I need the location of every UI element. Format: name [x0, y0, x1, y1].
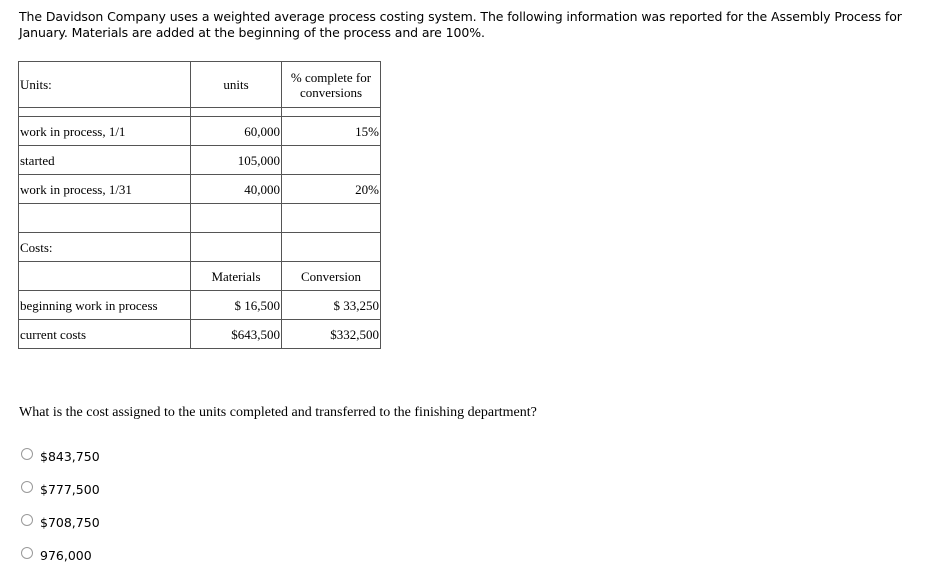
radio-button[interactable]: [21, 514, 33, 526]
costs-header-row: [19, 233, 381, 262]
row-percent: 15%: [282, 117, 381, 146]
row-percent: [282, 146, 381, 175]
cost-row-label: current costs: [19, 320, 191, 349]
cost-row-materials: $643,500: [191, 320, 282, 349]
empty-row: [19, 204, 381, 233]
radio-button[interactable]: [21, 547, 33, 559]
costs-header: Costs:: [19, 233, 191, 262]
option-label[interactable]: $777,500: [40, 482, 100, 497]
cost-row-conversion: $332,500: [282, 320, 381, 349]
units-header-row: [19, 62, 381, 108]
answer-option[interactable]: [21, 546, 100, 579]
option-label[interactable]: 976,000: [40, 548, 92, 563]
radio-button[interactable]: [21, 481, 33, 493]
cost-columns-row: [19, 262, 381, 291]
answer-option[interactable]: [21, 447, 100, 480]
units-column-header: units: [191, 62, 282, 108]
row-units: 60,000: [191, 117, 282, 146]
table-row: [19, 320, 381, 349]
row-label: work in process, 1/31: [19, 175, 191, 204]
row-units: 105,000: [191, 146, 282, 175]
materials-column-header: Materials: [191, 262, 282, 291]
units-header: Units:: [19, 62, 191, 108]
row-label: work in process, 1/1: [19, 117, 191, 146]
cost-row-conversion: $ 33,250: [282, 291, 381, 320]
answer-options: [21, 447, 100, 579]
row-units: 40,000: [191, 175, 282, 204]
cost-row-materials: $ 16,500: [191, 291, 282, 320]
question-text: What is the cost assigned to the units completed and transferred to the finishing department?: [19, 405, 537, 420]
table-row: [19, 291, 381, 320]
answer-option[interactable]: [21, 513, 100, 546]
cost-row-label: beginning work in process: [19, 291, 191, 320]
table-row: [19, 117, 381, 146]
conversion-column-header: Conversion: [282, 262, 381, 291]
table-spacer: [19, 108, 381, 117]
row-label: started: [19, 146, 191, 175]
row-percent: 20%: [282, 175, 381, 204]
problem-intro: The Davidson Company uses a weighted average process costing system. The following information was reported for the Assembly Process for January. Materials are added at the beginning of the process and are 100%.: [19, 9, 902, 40]
radio-button[interactable]: [21, 448, 33, 460]
answer-option[interactable]: [21, 480, 100, 513]
table-row: [19, 146, 381, 175]
table-row: [19, 175, 381, 204]
percent-complete-header: % complete for conversions: [282, 62, 381, 108]
process-cost-table: [18, 61, 381, 349]
option-label[interactable]: $843,750: [40, 449, 100, 464]
option-label[interactable]: $708,750: [40, 515, 100, 530]
